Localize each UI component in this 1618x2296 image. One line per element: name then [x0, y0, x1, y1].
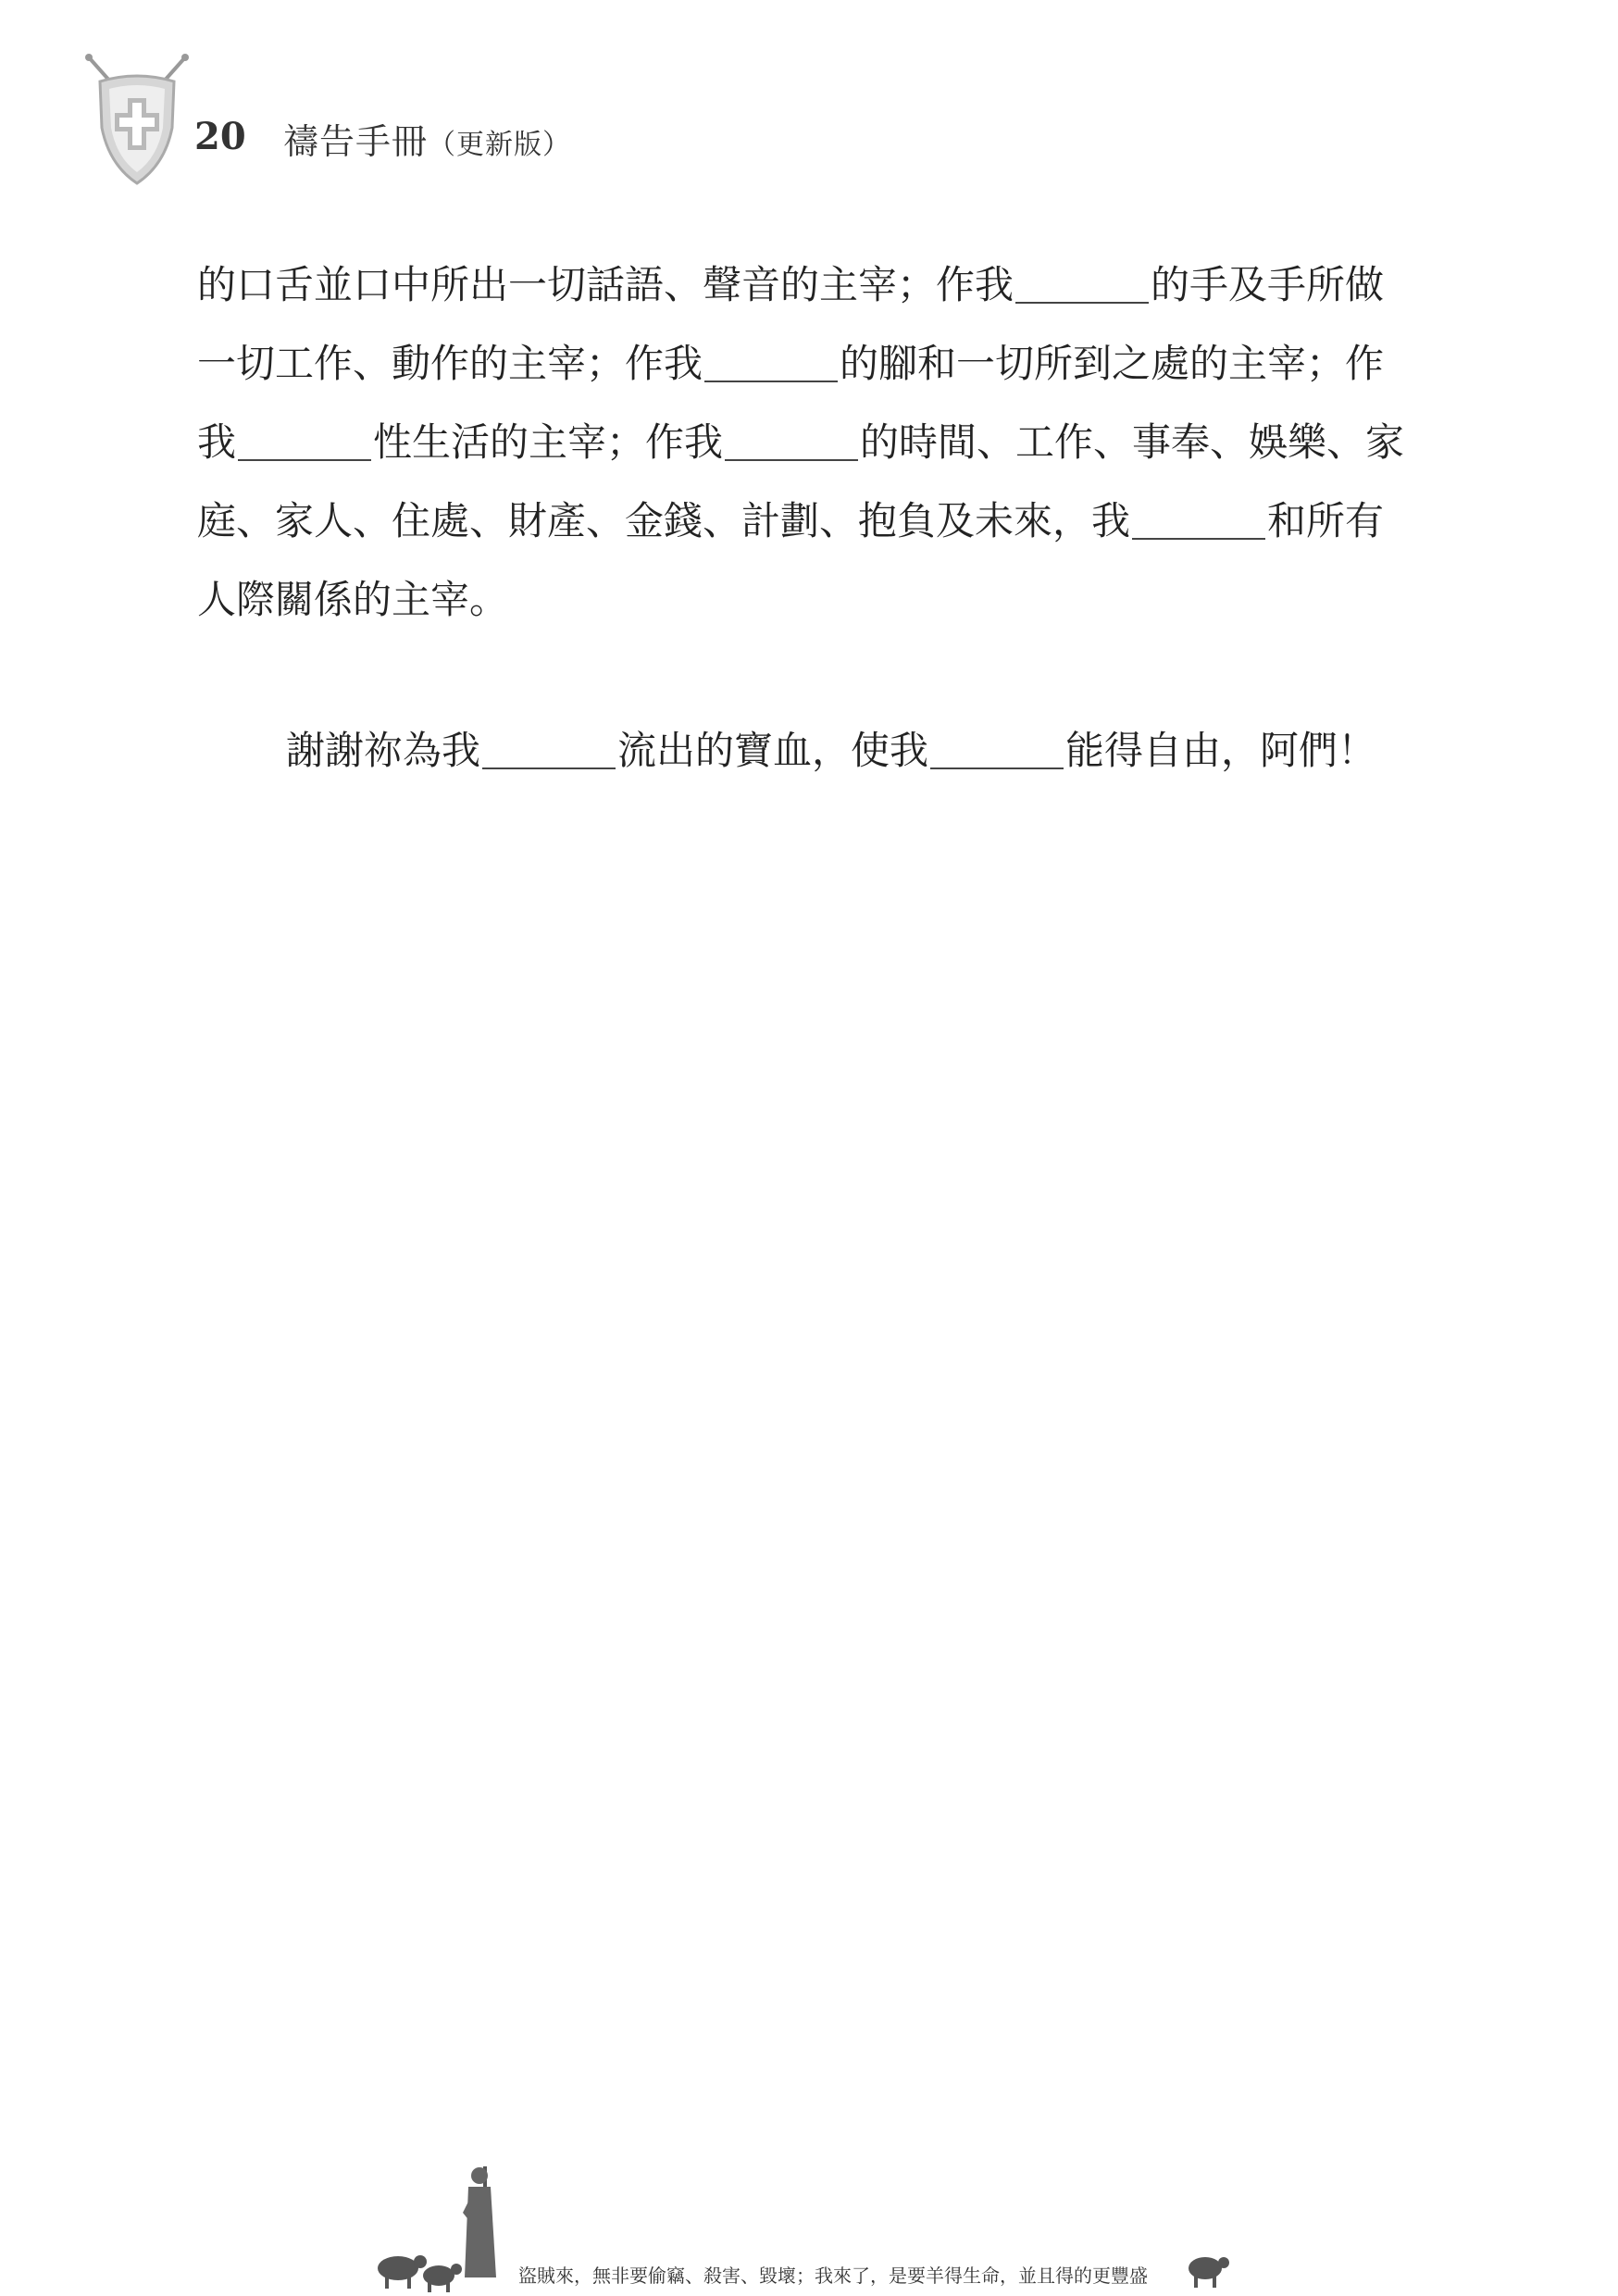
prayer-text — [197, 245, 1410, 790]
book-title — [283, 113, 571, 164]
book-title-text: 禱告手冊 — [283, 121, 429, 162]
text-segment: 性生活的主宰；作我 — [373, 419, 724, 465]
text-segment: 謝謝祢為我 — [286, 728, 481, 773]
text-segment: 能得自由，阿們！ — [1065, 728, 1377, 773]
fill-in-blank[interactable] — [1015, 265, 1149, 304]
fill-in-blank[interactable] — [930, 730, 1064, 769]
page-footer — [0, 2139, 1618, 2296]
shepherd-icon — [463, 2166, 496, 2277]
page-number: 20 — [194, 115, 246, 158]
text-segment: 的口舌並口中所出一切話語、聲音的主宰；作我 — [197, 262, 1014, 307]
text-segment: 和所有人際關係的主宰。 — [197, 498, 1385, 622]
footer-verse: 盜賊來，無非要偷竊、殺害、毀壞；我來了，是要羊得生命，並且得的更豐盛 — [518, 2265, 1148, 2287]
fill-in-blank[interactable] — [704, 343, 838, 382]
prayer-paragraph-2 — [197, 711, 1410, 790]
page-header — [72, 54, 813, 193]
fill-in-blank[interactable] — [482, 730, 616, 769]
fill-in-blank[interactable] — [725, 422, 858, 461]
sheep-icon — [423, 2264, 462, 2292]
shield-cross-icon — [81, 54, 193, 193]
text-segment: 的腳和一切所到之處的主宰；作我 — [197, 341, 1385, 465]
text-segment: 的時間、工作、事奉、娛樂、家庭、家人、住處、財產、金錢、計劃、抱負及未來，我 — [197, 419, 1405, 543]
text-segment: 流出的寶血，使我 — [617, 728, 929, 773]
sheep-icon — [378, 2255, 427, 2289]
fill-in-blank[interactable] — [1132, 501, 1265, 540]
fill-in-blank[interactable] — [238, 422, 371, 461]
prayer-paragraph-1 — [197, 245, 1410, 639]
text-segment: 的手及手所做一切工作、動作的主宰；作我 — [197, 262, 1385, 386]
book-edition: （更新版） — [428, 129, 572, 161]
sheep-icon — [1189, 2257, 1229, 2288]
